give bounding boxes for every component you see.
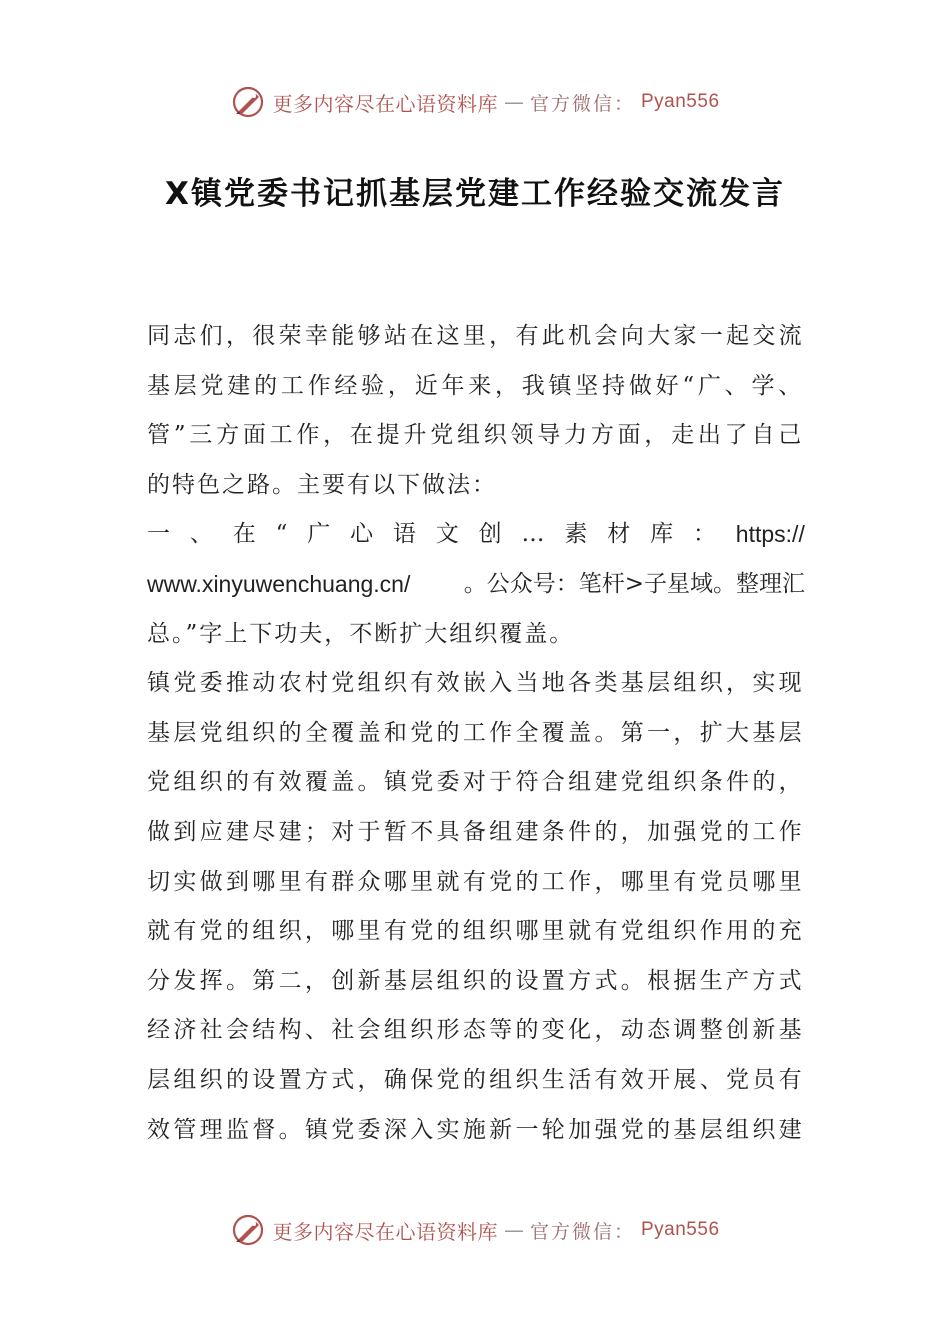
url-domain: www.xinyuwenchuang.cn/ (147, 570, 411, 597)
banner-text: 更多内容尽在心语资料库 (272, 91, 498, 116)
heading-char: 广 (307, 521, 331, 548)
heading-line (147, 510, 805, 560)
banner-wechat-id: Pyan556 (641, 91, 720, 112)
text-line-content: 效管理监督。镇党委深入实施新一轮加强党的基层组织建 (147, 1116, 805, 1143)
text-line (147, 411, 805, 461)
heading-char: 材 (607, 521, 631, 548)
header-banner (0, 82, 950, 122)
heading-char: 库 (650, 521, 674, 548)
text-line-content: 经济社会结构、社会组织形态等的变化，动态调整创新基 (147, 1017, 805, 1044)
text-line (147, 709, 805, 759)
text-line-content: 基层党组织的全覆盖和党的工作全覆盖。第一，扩大基层 (147, 719, 805, 746)
heading-char: 语 (392, 521, 416, 548)
text-line (147, 1106, 805, 1156)
text-line-content: 做到应建尽建；对于暂不具备组建条件的，加强党的工作 (147, 818, 805, 845)
footer-banner (0, 1210, 950, 1250)
text-line-content: 管”三方面工作，在提升党组织领导力方面，走出了自己 (147, 422, 805, 449)
heading-char: 在 (232, 521, 256, 548)
text-line-content: 的特色之路。主要有以下做法： (147, 471, 497, 498)
text-line-content: 总。”字上下功夫，不断扩大组织覆盖。 (147, 620, 575, 647)
banner-text: 更多内容尽在心语资料库 (272, 1219, 498, 1244)
text-line (147, 312, 805, 362)
heading-char: 心 (350, 521, 374, 548)
heading-char: 、 (189, 521, 213, 548)
text-line (147, 1056, 805, 1106)
heading-char: ： (692, 521, 716, 548)
banner-separator: — (503, 90, 524, 114)
text-line-content: 基层党建的工作经验，近年来，我镇坚持做好“广、学、 (147, 372, 805, 399)
banner-wechat-id: Pyan556 (641, 1219, 720, 1240)
text-line-content: 层组织的设置方式，确保党的组织生活有效开展、党员有 (147, 1066, 805, 1093)
heading-line-rest: 。公众号：笔杆>子星域。整理汇 (463, 570, 805, 597)
text-line (147, 758, 805, 808)
text-line (147, 957, 805, 1007)
page-title: X镇党委书记抓基层党建工作经验交流发言 (165, 176, 785, 212)
text-line (147, 907, 805, 957)
heading-char: … (521, 521, 545, 548)
heading-line (147, 610, 805, 660)
text-line (147, 659, 805, 709)
text-line (147, 362, 805, 412)
pen-logo-icon (230, 1212, 266, 1248)
heading-char: 文 (435, 521, 459, 548)
url-prefix: https:// (735, 521, 805, 548)
text-line (147, 461, 805, 511)
text-line-content: 就有党的组织，哪里有党的组织哪里就有党组织作用的充 (147, 918, 805, 945)
document-body (147, 312, 805, 1155)
text-line-content: 镇党委推动农村党组织有效嵌入当地各类基层组织，实现 (147, 670, 805, 697)
heading-char: 一 (147, 521, 170, 548)
text-line (147, 858, 805, 908)
heading-char: 素 (564, 521, 588, 548)
text-line (147, 808, 805, 858)
heading-char: 创 (478, 521, 502, 548)
pen-logo-icon (230, 84, 266, 120)
banner-wechat-label: 官方微信： (529, 1220, 635, 1243)
banner-separator: — (503, 1218, 524, 1242)
heading-line (147, 560, 805, 610)
text-line-content: 同志们，很荣幸能够站在这里，有此机会向大家一起交流 (147, 323, 805, 349)
text-line-content: 分发挥。第二，创新基层组织的设置方式。根据生产方式 (147, 967, 805, 994)
text-line-content: 党组织的有效覆盖。镇党委对于符合组建党组织条件的， (147, 769, 805, 796)
text-line-content: 切实做到哪里有群众哪里就有党的工作，哪里有党员哪里 (147, 868, 805, 895)
banner-wechat-label: 官方微信： (529, 92, 635, 115)
text-line (147, 1006, 805, 1056)
heading-char: “ (275, 521, 288, 548)
